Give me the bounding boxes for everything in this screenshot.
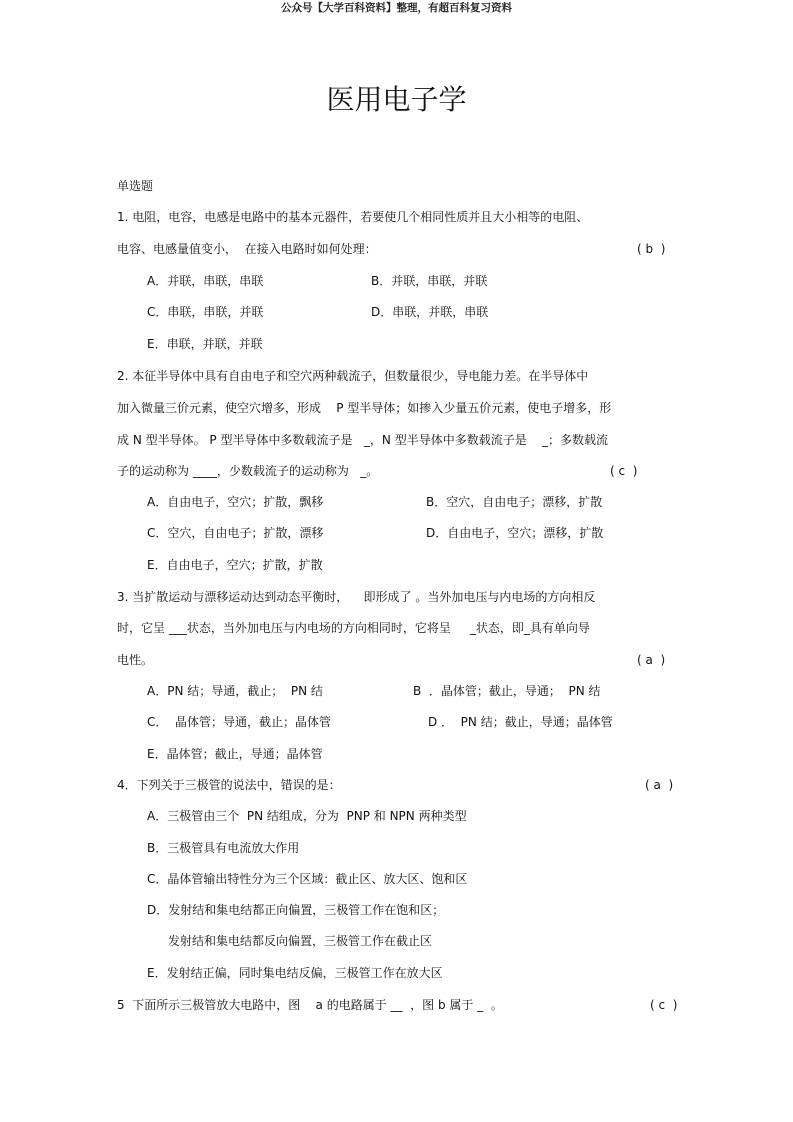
option: E．发射结正偏，同时集电结反偏，三极管工作在放大区 — [147, 966, 443, 980]
option: C．空穴，自由电子；扩散，漂移 — [147, 526, 324, 540]
question-text: 电性。 — [117, 653, 154, 667]
answer: ( b ) — [637, 242, 666, 256]
option: B ．晶体管；截止，导通； PN 结 — [413, 684, 601, 698]
option: A．并联，串联，串联 — [147, 274, 264, 288]
option: C． 晶体管；导通，截止；晶体管 — [147, 715, 332, 729]
option: A．PN 结；导通，截止； PN 结 — [147, 684, 323, 698]
answer: ( c ) — [650, 998, 678, 1012]
option-continued: 发射结和集电结都反向偏置，三极管工作在截止区 — [168, 934, 433, 948]
question-text: 1. 电阻，电容，电感是电路中的基本元器件，若要使几个相同性质并且大小相等的电阻、 — [117, 210, 589, 224]
question-text: 2. 本征半导体中具有自由电子和空穴两种载流子，但数量很少，导电能力差。在半导体中 — [117, 369, 589, 383]
question-text: 电容、电感量值变小， 在接入电路时如何处理： — [117, 242, 377, 256]
option: A．三极管由三个 PN 结组成，分为 PNP 和 NPN 两种类型 — [147, 809, 467, 823]
option: B．并联，串联，并联 — [371, 274, 488, 288]
option: D．自由电子，空穴；漂移，扩散 — [426, 526, 604, 540]
answer: ( a ) — [645, 778, 674, 792]
option: B．三极管具有电流放大作用 — [147, 841, 300, 855]
option: B．空穴，自由电子；漂移，扩散 — [426, 495, 603, 509]
answer: ( a ) — [637, 653, 666, 667]
option: A．自由电子，空穴；扩散，飘移 — [147, 495, 324, 509]
option: D ． PN 结；截止，导通；晶体管 — [428, 715, 613, 729]
question-text: 3. 当扩散运动与漂移运动达到动态平衡时， 即形成了 。当外加电压与内电场的方向相反 — [117, 590, 596, 604]
question-text: 时，它呈 ___状态，当外加电压与内电场的方向相同时，它将呈 _状态，即_具有单向导 — [117, 621, 590, 635]
option: E．晶体管；截止，导通；晶体管 — [147, 747, 323, 761]
question-text: 子的运动称为 ____，少数载流子的运动称为 _。 — [117, 464, 379, 478]
question-text: 5 下面所示三极管放大电路中，图 a 的电路属于 __ ，图 b 属于 _ 。 — [117, 998, 503, 1012]
option: D．串联，并联，串联 — [371, 305, 489, 319]
question-text: 加入微量三价元素，使空穴增多，形成 P 型半导体；如掺入少量五价元素，使电子增多，形 — [117, 401, 612, 415]
option: C．晶体管输出特性分为三个区域：截止区、放大区、饱和区 — [147, 872, 468, 886]
question-text: 成 N 型半导体。 P 型半导体中多数载流子是 _，N 型半导体中多数载流子是 _；多数载流 — [117, 433, 608, 447]
option: E．自由电子，空穴；扩散，扩散 — [147, 558, 323, 572]
document-title: 医用电子学 — [326, 83, 467, 116]
option: E．串联，并联，并联 — [147, 337, 263, 351]
answer: ( c ) — [610, 464, 638, 478]
page-header: 公众号【大学百科资料】整理，有超百科复习资料 — [281, 2, 512, 14]
section-heading: 单选题 — [117, 179, 154, 193]
question-text: 4．下列关于三极管的说法中，错误的是： — [117, 778, 341, 792]
option: C．串联，串联，并联 — [147, 305, 264, 319]
option: D．发射结和集电结都正向偏置，三极管工作在饱和区； — [147, 903, 445, 917]
